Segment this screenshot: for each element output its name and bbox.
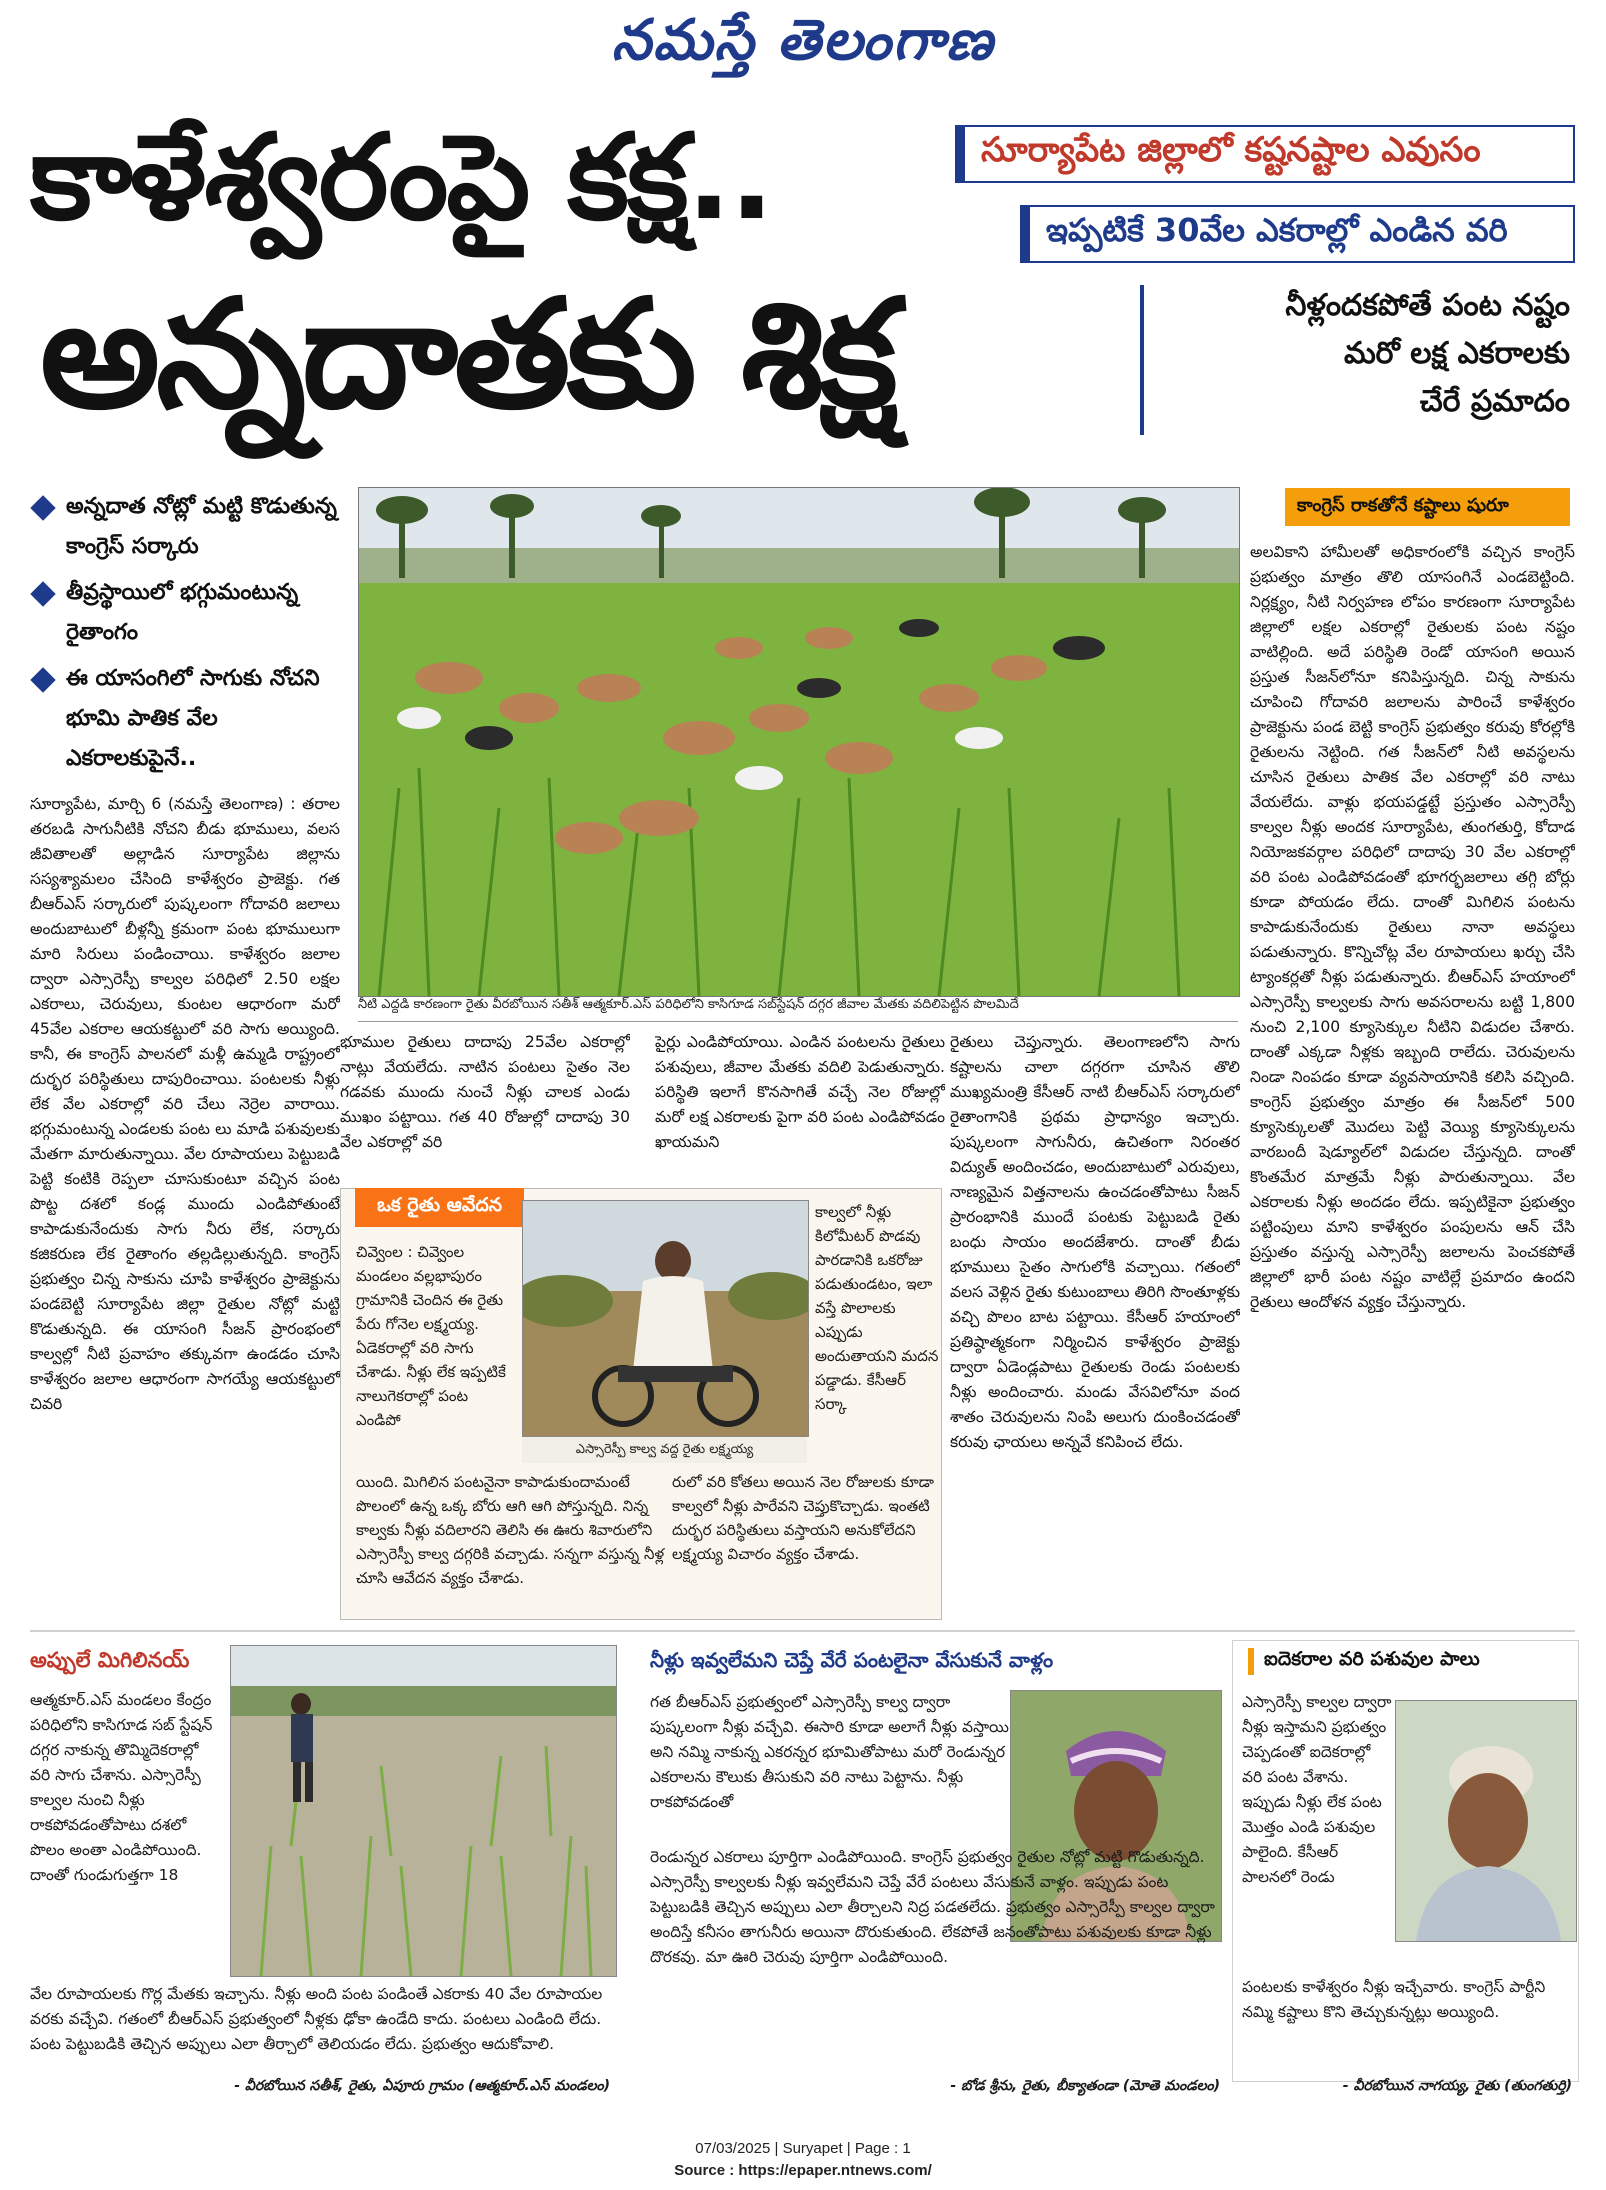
deck-3-line: నీళ్లందకపోతే పంట నష్టం [1285, 288, 1570, 323]
diamond-bullet-icon [30, 581, 55, 606]
deck-divider [1140, 285, 1144, 435]
deck-3-line: చేరే ప్రమాదం [1419, 384, 1570, 419]
bullet-text: అన్నదాత నోట్లో మట్టి కొడుతున్న కాంగ్రెస్ సర్కారు [66, 494, 337, 559]
masthead: నమస్తే తెలంగాణ [611, 8, 995, 73]
story-3-text-continued: పంటలకు కాళేశ్వరం నీళ్లు ఇచ్చేవారు. కాంగ్రెస్ పార్టీని నమ్మి కష్టాలు కొని తెచ్చుకున్నట్లు అయ్యింది. [1242, 1978, 1546, 2021]
bullet-text: ఈ యాసంగిలో సాగుకు నోచని భూమి పాతిక వేల ఎకరాలకుపైనే.. [66, 666, 320, 771]
farmer-nagaiah-photo [1395, 1700, 1577, 1942]
story-2-text-continued: రెండున్నర ఎకరాలు పూర్తిగా ఎండిపోయింది. కాంగ్రెస్ ప్రభుత్వం రైతుల నోట్లో మట్టి గొడుతున్నది. ఎస్సారెస్పీ కాల్వలకు నీళ్లు ఇవ్వలేమని చెప్తే వేరే పంటలు వేసుకునే వాళ్లం. ఇప్పుడు పంట పెట్టుబడికి తెచ్చిన అప్పులు ఎలా తీర్చాలని నిద్ర పడతలేదు. ప్రభుత్వం ఎస్సారెస్పీ కాల్వల ద్వారా అందిస్తే కనీసం తాగునీరు అయినా దొరుకుతుంది. లేకపోతే జనంతోపాటు పశువులకు కూడా నీళ్లు దొరకవు. మా ఊరి చెరువు పూర్తిగా ఎండిపోయింది. [650, 1848, 1215, 1966]
story-1-credit: - వీరబోయిన సతీశ్, రైతు, ఏపూరు గ్రామం (ఆత్మకూర్.ఎస్ మండలం) [234, 2078, 610, 2094]
sidebox-text-1: చివ్వెంల : చివ్వెంల మండలం వల్లభాపురం గ్రామానికి చెందిన ఈ రైతు పేరు గోనెల లక్ష్మయ్య. ఏడెకరాల్లో వరి సాగు చేశాడు. నీళ్లు లేక ఇప్పటికే నాలుగెకరాల్లో పంట ఎండిపో [356, 1243, 506, 1429]
bullet-item [30, 487, 340, 567]
sidebox-tag: ఒక రైతు ఆవేదన [355, 1188, 524, 1227]
body-column-right: అలవికాని హామీలతో అధికారంలోకి వచ్చిన కాంగ్రెస్ ప్రభుత్వం మాత్రం తొలి యాసంగినే ఎండబెట్టింది. నిర్లక్ష్యం, నీటి నిర్వహణ లోపం కారణంగా సూర్యాపేట జిల్లాలో లక్షల ఎకరాల్లో రైతులకు పంట నష్టం వాటిల్లింది. అదే పరిస్థితి రెండో యాసంగి అయిన ప్రస్తుత సీజన్‌లోనూ కనిపిస్తున్నది. చిన్న సాకును చూపించి గోదావరి జలాలను పారించే కాళేశ్వరం ప్రాజెక్టును పండ బెట్టి కాంగ్రెస్ ప్రభుత్వం కరువు కోరల్లోకి రైతులను నెట్టింది. గత సీజన్‌లో నీటి అవస్థలను చూసిన రైతులు పాతిక వేల ఎకరాల్లో వరి నాటు వేయలేదు. వాళ్లు భయపడ్డట్టే ప్రస్తుతం ఎస్సారెస్పీ కాల్వల నీళ్లు అందక సూర్యాపేట, తుంగతుర్తి, కోదాడ నియోజకవర్గాల పరిధిలో దాదాపు 30 వేల ఎకరాల్లో వరి పంట ఎండిపోవడంతో భూగర్భజలాలు తగ్గి బోర్లు కూడా పోయడం లేదు. దాంతో మిగిలిన పంటను కాపాడుకునేందుకు రైతులు నానా అవస్థలు పడుతున్నారు. కొన్నిచోట్ల వేల రూపాయలు ఖర్చు చేసి ట్యాంకర్లతో నీళ్లు పడుతున్నారు. బీఆర్‌ఎస్ హయాంలో ఎస్సారెస్పీ కాల్వలకు సాగు అవసరాలను బట్టి 1,800 నుంచి 2,100 క్యూసెక్కుల నీటిని విడుదల చేశారు. దాంతో ఎక్కడా నీళ్లకు ఇబ్బంది రాలేదు. చెరువులను నిండా నింపడం కూడా వ్యవసాయానికి కలిసి వచ్చింది. కాంగ్రెస్ ప్రభుత్వం మాత్రం ఈ సీజన్‌లో 500 క్యూసెక్కులతో మొదలు పెట్టి వెయ్యి క్యూసెక్కులను వారబందీ షెడ్యూల్‌లో విడుదల చేస్తున్నది. దాంతో కొంతమేర మాత్రమే నీళ్లు పారుతున్నాయి. వేల ఎకరాలకు నీళ్లు అందడం లేదు. ఇప్పటికైనా ప్రభుత్వం పట్టింపులు మాని కాళేశ్వరం పంపులను ఆన్ చేసి ప్రస్తుతం వస్తున్న ఎస్సారెస్పీ జలాలను పెంచకపోతే జిల్లాలో భారీ పంట నష్టం వాటిల్లే ప్రమాదం ఉందని రైతులు ఆందోళన వ్యక్తం చేస్తున్నారు. [1250, 543, 1575, 1311]
body-column-left: సూర్యాపేట, మార్చి 6 (నమస్తే తెలంగాణ) : తరాల తరబడి సాగునీటికి నోచని బీడు భూములు, వలస జీవితాలతో అల్లాడిన సూర్యాపేట జిల్లాను సస్యశ్యామలం చేసింది కాళేశ్వరం ప్రాజెక్టు. గత బీఆర్‌ఎస్ సర్కారులో పుష్కలంగా గోదావరి జలాలు అందుబాటులో బీళ్లన్నీ క్రమంగా పంట భూములుగా మారి సిరులు పండించాయి. కాళేశ్వరం జలాల ద్వారా ఎస్సారెస్పీ కాల్వల పరిధిలో 2.50 లక్షల ఎకరాలు, చెరువులు, కుంటల ఆధారంగా మరో 45వేల ఎకరాల ఆయకట్టులో వరి సాగు అయ్యింది. కానీ, ఈ కాంగ్రెస్ పాలనలో మళ్లీ ఉమ్మడి రాష్ట్రంలో దుర్భర పరిస్థితులు దాపురించాయి. పంటలకు నీళ్లు లేక వేల ఎకరాల్లో వరి చేలు నెర్రెల వారాయి. భగ్గుమంటున్న ఎండలకు పంట లు మాడి పశువులకు మేతగా మారుతున్నాయి. వేల రూపాయలు పెట్టుబడి పెట్టి కంటికి రెప్పలా చూసుకుంటూ వచ్చిన పంట పొట్ట దశలో కండ్ల ముందు ఎండిపోతుంటే కాపాడుకునేందుకు సాగు నీరు లేక, సర్కారు కజికరుణ లేక రైతాంగం తల్లడిల్లుతున్నది. కాంగ్రెస్ ప్రభుత్వం చిన్న సాకును చూపి కాళేశ్వరం ప్రాజెక్టును పండబెట్టి సూర్యాపేట జిల్లా రైతుల నోట్లో మట్టి కొడుతున్నది. ఈ యాసంగి సీజన్ ప్రారంభంలో కాల్వల్లో నీటి ప్రవాహం తక్కువగా ఉండడం చూసి కాళేశ్వరం జలాల ఆధారంగా సాగయ్యే ఆయకట్టులో చివరి [30, 795, 340, 1413]
story-3-heading: ఐదెకరాల వరి పశువుల పాలు [1248, 1648, 1480, 1675]
bullet-text: తీవ్రస్థాయిలో భగ్గుమంటున్న రైతాంగం [66, 580, 299, 645]
body-column-mid-1: భూముల రైతులు దాదాపు 25వేల ఎకరాల్లో నాట్లు వేయలేదు. నాటిన పంటలు సైతం నెల గడవకు ముందు నుంచే నీళ్లు చాలక ఎండు ముఖం పట్టాయి. గత 40 రోజుల్లో దాదాపు 30 వేల ఎకరాల్లో వరి [340, 1033, 630, 1151]
body-column-mid-2: పైర్లు ఎండిపోయాయి. ఎండిన పంటలను రైతులు పశువులు, జీవాల మేతకు వదిలి పెడుతున్నారు. పరిస్థితి ఇలాగే కొనసాగితే వచ్చే నెల రోజుల్లో మరో లక్ష ఎకరాలకు పైగా వరి పంట ఎండిపోవడం ఖాయమని [655, 1033, 945, 1151]
story-2-credit: - బోడ శ్రీను, రైతు, బీక్యాతండా (మోతె మండలం) [950, 2078, 1220, 2094]
deck-3 [1160, 282, 1570, 426]
body-column-mid-3: రైతులు చెప్తున్నారు. తెలంగాణలోని సాగు కష్టాలను చాలా దగ్గరగా చూసిన తొలి ముఖ్యమంత్రి కేసీఆర్ నాటి బీఆర్‌ఎస్ సర్కారులో రైతాంగానికి ప్రథమ ప్రాధాన్యం ఇచ్చారు. పుష్కలంగా సాగునీరు, ఉచితంగా నిరంతర విద్యుత్ అందించడం, అందుబాటులో ఎరువులు, నాణ్యమైన విత్తనాలను ఉంచడంతోపాటు సీజన్ ప్రారంభానికి ముందే పంటకు పెట్టుబడి రైతు బంధు సాయం అందజేశారు. దాంతో బీడు భూములు సైతం సాగులోకి వచ్చాయి. గతంలో వలస వెళ్లిన రైతు కుటుంబాలు తిరిగి సొంతూళ్లకు వచ్చి పొలం బాట పట్టాయి. కేసీఆర్ హయాంలో ప్రతిష్ఠాత్మకంగా నిర్మించిన కాళేశ్వరం ప్రాజెక్టు ద్వారా ఏడెండ్లపాటు రైతులకు రెండు పంటలకు నీళ్లు అందించారు. మండు వేసవిలోనూ వంద శాతం చెరువులను నింపి అలుగు దుంకించడంతో కరువు ఛాయలు అన్నవే కనిపించ లేదు. [950, 1033, 1240, 1451]
story-2-heading: నీళ్లు ఇవ్వలేమని చెప్తే వేరే పంటలైనా వేసుకునే వాళ్లం [650, 1648, 1054, 1672]
story-2-text: గత బీఆర్‌ఎస్ ప్రభుత్వంలో ఎస్సారెస్పీ కాల్వ ద్వారా పుష్కలంగా నీళ్లు వచ్చేవి. ఈసారి కూడా అలాగే నీళ్లు వస్తాయి అని నమ్మి నాకున్న ఎకరన్నర భూమితోపాటు మరో రెండున్నర ఎకరాలను కౌలుకు తీసుకుని వరి నాటు పెట్టాను. నీళ్లు రాకపోవడంతో [650, 1693, 1009, 1811]
section-tag-congress-troubles: కాంగ్రెస్ రాకతోనే కష్టాలు షురూ [1285, 488, 1570, 526]
story-3-credit: - వీరబోయిన నాగయ్య, రైతు (తుంగతుర్తి) [1342, 2078, 1572, 2094]
bullet-item [30, 659, 340, 779]
farmer-satish-field-photo [230, 1645, 617, 1977]
headline-line2: అన్నదాతకు శిక్ష [40, 268, 894, 442]
deck-1: సూర్యాపేట జిల్లాలో కష్టనష్టాల ఎవుసం [955, 125, 1575, 183]
story-1-text-continued: వేల రూపాయలకు గొర్ల మేతకు ఇచ్చాను. నీళ్లు అంది పంట పండింతే ఎకరాకు 40 వేల రూపాయల వరకు వచ్చేవి. గతంలో బీఆర్‌ఎస్ ప్రభుత్వంలో నీళ్లకు ఢోకా ఉండేది కాదు. పంటలు ఎండింది లేదు. పంట పెట్టుబడికి తెచ్చిన అప్పులు ఎలా తీర్చాలో తెలియడం లేదు. ప్రభుత్వం ఆదుకోవాలి. [30, 1985, 603, 2053]
deck-3-line: మరో లక్ష ఎకరాలకు [1343, 336, 1570, 371]
story-1-heading: అప్పులే మిగిలినయ్ [30, 1648, 190, 1672]
story-3-text: ఎస్సారెస్పీ కాల్వల ద్వారా నీళ్లు ఇస్తామని ప్రభుత్వం చెప్పడంతో ఐదెకరాల్లో వరి పంట వేశాను. ఇప్పుడు నీళ్లు లేక పంట మొత్తం ఎండి పశువుల పాలైంది. కేసీఆర్ పాలనలో రెండు [1242, 1693, 1392, 1886]
sidebox-text-4: రులో వరి కోతలు అయిన నెల రోజులకు కూడా కాల్వలో నీళ్లు పారేవని చెప్తుకొచ్చాడు. ఇంతటి దుర్భర పరిస్థితులు వస్తాయని అనుకోలేదని లక్ష్మయ్య విచారం వ్యక్తం చేశాడు. [672, 1473, 934, 1563]
story-1-text: ఆత్మకూర్.ఎస్ మండలం కేంద్రం పరిధిలోని కాసిగూడ సబ్ స్టేషన్ దగ్గర నాకున్న తొమ్మిదెకరాల్లో వరి సాగు చేశాను. ఎస్సారెస్పీ కాల్వల నుంచి నీళ్లు రాకపోవడంతోపాటు దశలో పొలం అంతా ఎండిపోయింది. దాంతో గుండుగుత్తగా 18 [30, 1691, 213, 1884]
farmer-lakshmaiah-photo [522, 1200, 809, 1437]
deck-2: ఇప్పటికే 30వేల ఎకరాల్లో ఎండిన వరి [1020, 205, 1575, 263]
main-photo-goats-grazing-paddy [358, 487, 1240, 997]
sidebox-text-3: యింది. మిగిలిన పంటనైనా కాపాడుకుందామంటే పొలంలో ఉన్న ఒక్క బోరు ఆగి ఆగి పోస్తున్నది. నిన్న కాల్వకు నీళ్లు వదిలారని తెలిసి ఈ ఊరు శివారులోని ఎస్సారెస్పీ కాల్వ దగ్గరికి వచ్చాడు. సన్నగా వస్తున్న నీళ్ల చూసి ఆవేదన వ్యక్తం చేశాడు. [356, 1473, 665, 1587]
sidebox-photo-caption: ఎస్సారెస్పీ కాల్వ వద్ద రైతు లక్ష్మయ్య [522, 1437, 807, 1463]
headline-line1: కాళేశ్వరంపై కక్ష.. [30, 108, 773, 246]
main-photo-caption: నీటి ఎద్దడి కారణంగా రైతు వీరబోయిన సతీశ్ ఆత్మకూర్.ఎస్ పరిధిలోని కాసిగూడ సబ్‌స్టేషన్ దగ్గర జీవాల మేతకు వదిలిపెట్టిన పొలమిదే [358, 997, 1238, 1022]
diamond-bullet-icon [30, 495, 55, 520]
diamond-bullet-icon [30, 667, 55, 692]
bottom-divider [30, 1630, 1575, 1632]
bullet-item [30, 573, 340, 653]
bullet-list [30, 487, 340, 785]
sidebox-text-2: కాల్వలో నీళ్లు కిలోమీటర్ పొడవు పారడానికి ఒకరోజు పడుతుండటం, ఇలా వస్తే పొలాలకు ఎప్పుడు అందుతాయని మదన పడ్డాడు. కేసీఆర్ సర్కా [815, 1203, 939, 1413]
footer-date-page: 07/03/2025 | Suryapet | Page : 1 [695, 2140, 911, 2157]
footer-source-link[interactable]: Source : https://epaper.ntnews.com/ [674, 2162, 932, 2179]
